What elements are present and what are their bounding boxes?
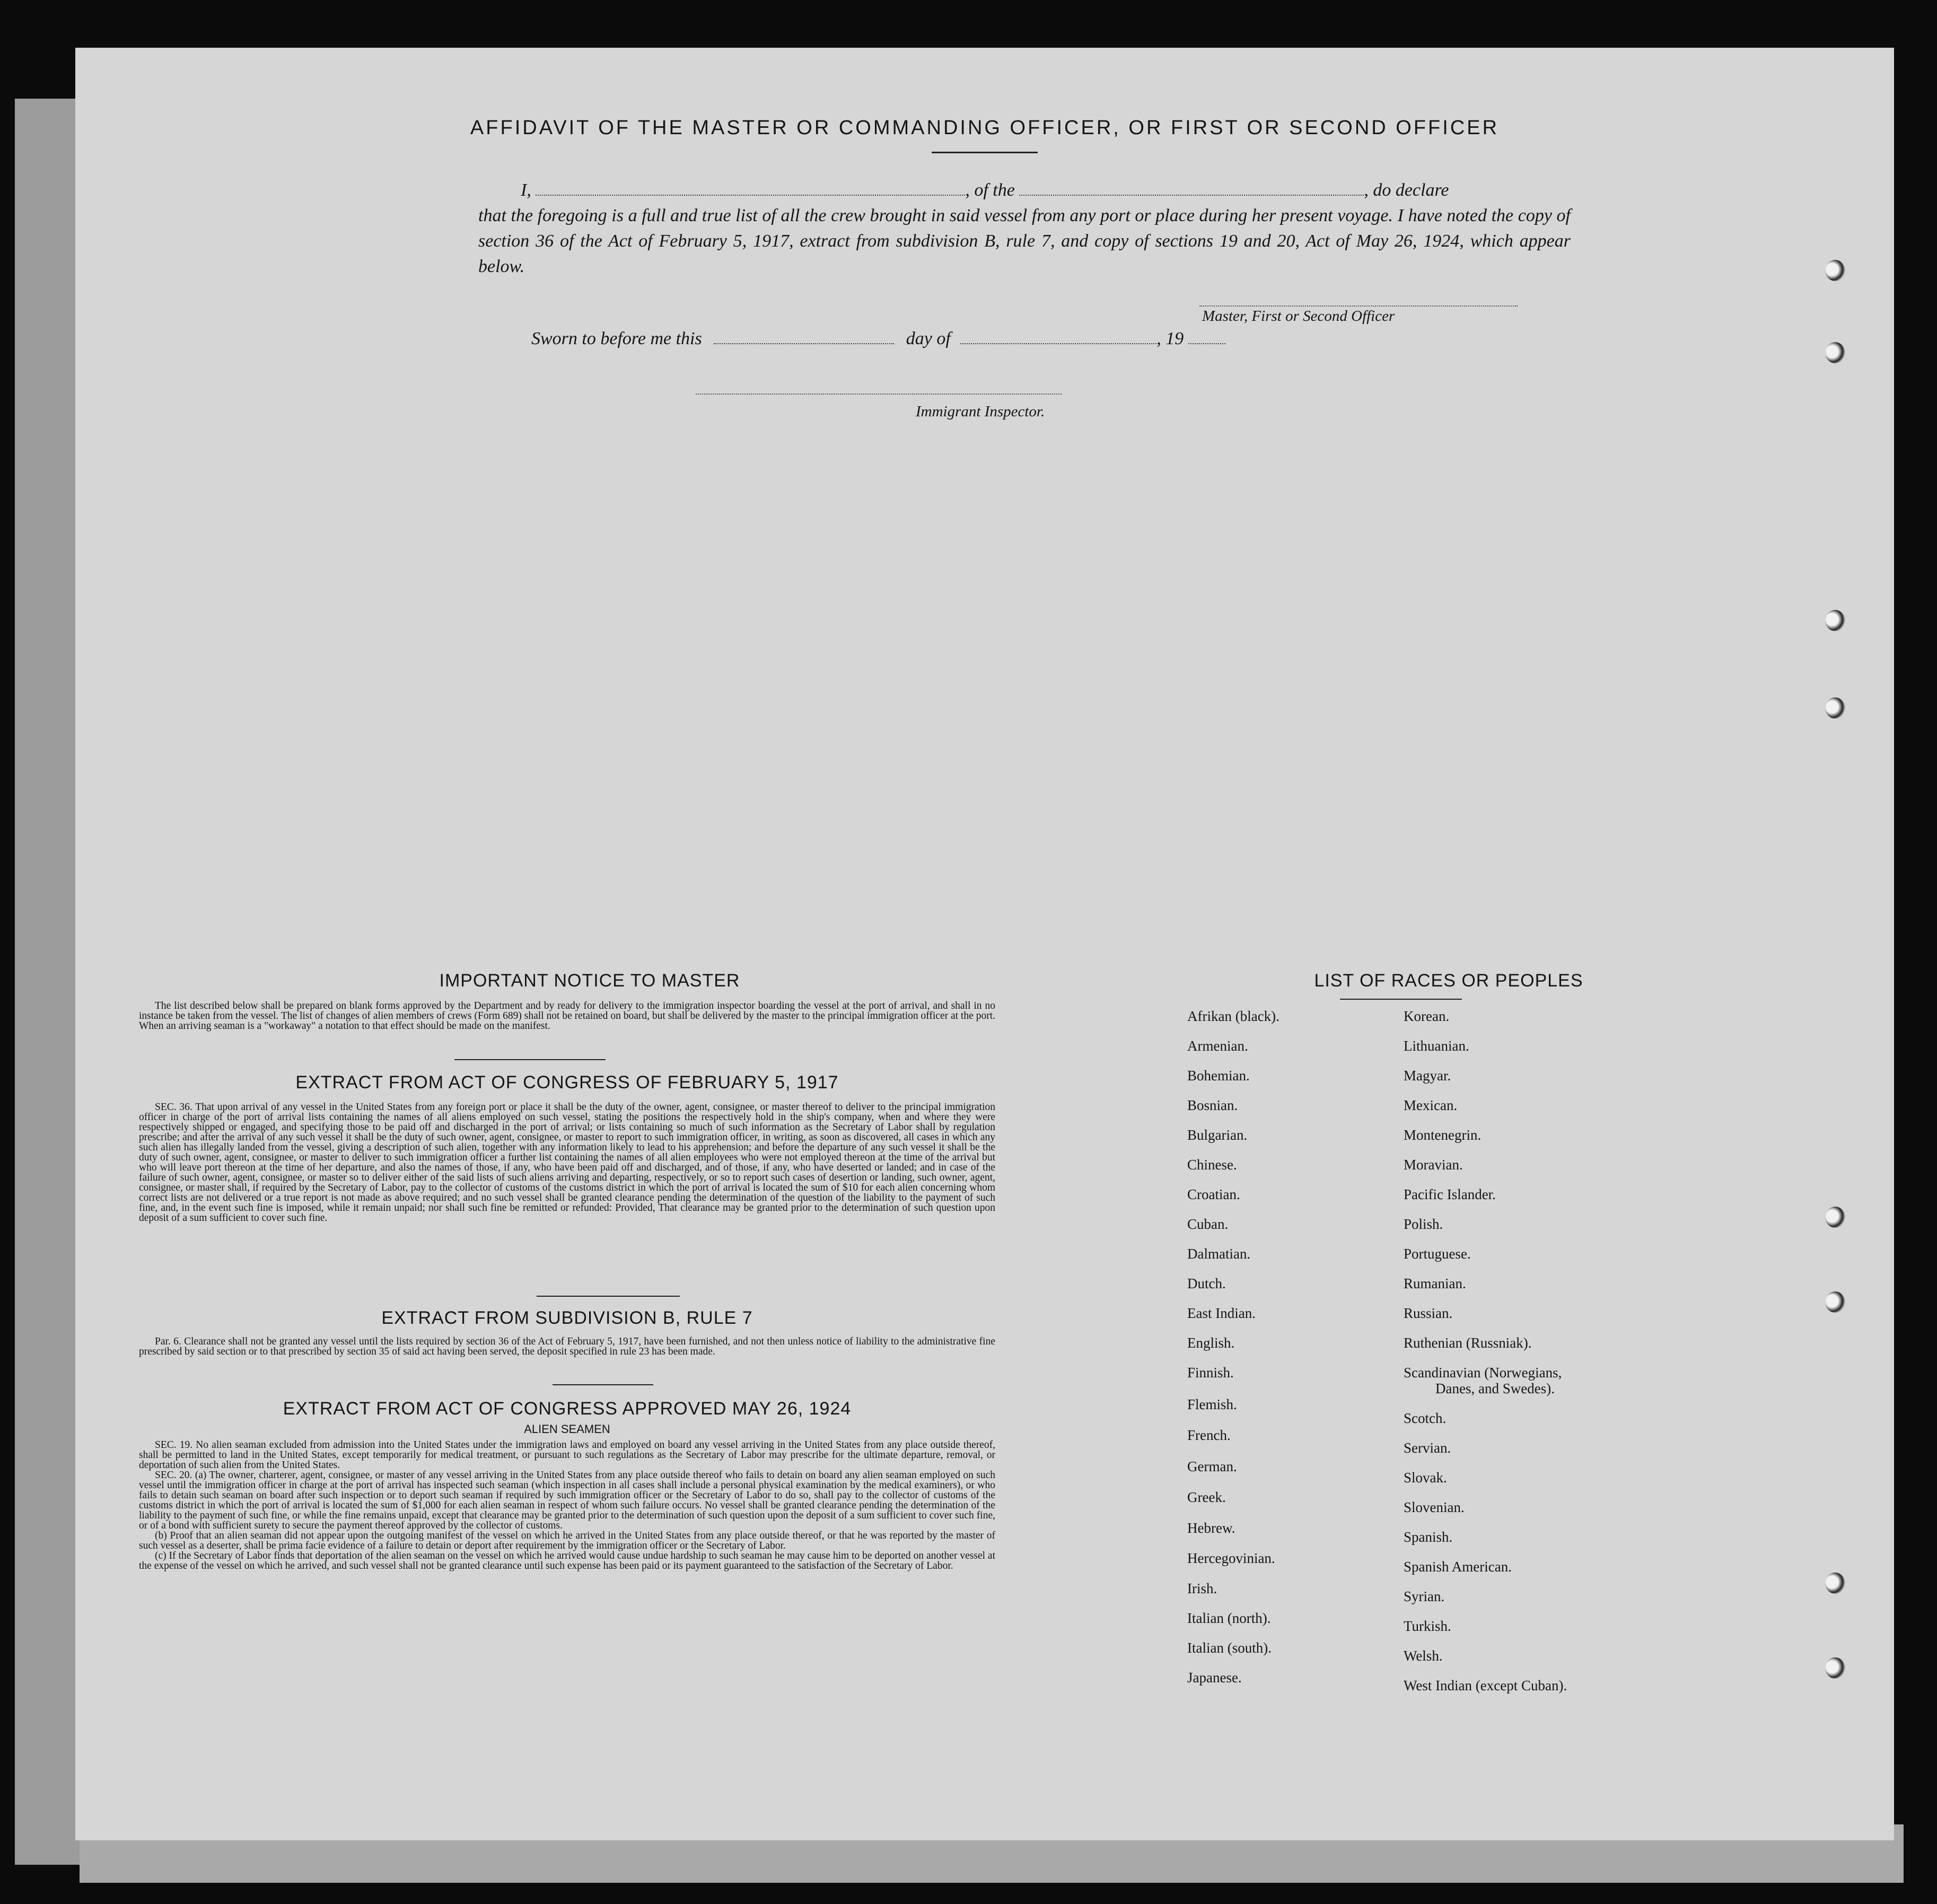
declaration-of-the: , of the bbox=[965, 180, 1015, 200]
race-item: Greek. bbox=[1187, 1489, 1226, 1505]
race-item: English. bbox=[1187, 1335, 1235, 1351]
race-item: Danes, and Swedes). bbox=[1435, 1381, 1555, 1396]
race-item: Afrikan (black). bbox=[1187, 1008, 1279, 1024]
race-item: Croatian. bbox=[1187, 1186, 1240, 1202]
name-blank[interactable] bbox=[536, 181, 965, 196]
day-blank[interactable] bbox=[714, 329, 894, 344]
month-blank[interactable] bbox=[960, 329, 1156, 344]
sec-19-text: SEC. 19. No alien seaman excluded from admission into the United States under the immigration laws and employed on board any vessel arriving in the United States from any place outside thereof, shall be permitted to land in the United States, except temporarily for medical treatment, or pursuant to such regulations as the Secretary of Labor may prescribe for the ultimate departure, removal, or deportation of such alien from the United States. bbox=[139, 1439, 995, 1471]
declaration-i: I, bbox=[521, 180, 531, 200]
extract-1924-body bbox=[139, 1440, 995, 1571]
punch-hole bbox=[1825, 610, 1845, 631]
race-item: Turkish. bbox=[1404, 1618, 1451, 1634]
race-item: Flemish. bbox=[1187, 1396, 1237, 1412]
race-item: Dutch. bbox=[1187, 1276, 1226, 1291]
sworn-text: Sworn to before me this bbox=[531, 329, 702, 348]
year-blank[interactable] bbox=[1188, 329, 1225, 344]
sec-20b-text: (b) Proof that an alien seaman did not appear upon the outgoing manifest of the vessel on which he arrived in the United States from any place outside thereof, or that he was reported by the master of such vessel as a deserter, shall be prima facie evidence of a failure to detain or deport after requirement by the immigration officer or the Secretary of Labor. bbox=[139, 1530, 995, 1551]
extract-1924-heading: EXTRACT FROM ACT OF CONGRESS APPROVED MAY 26, 1924 bbox=[283, 1399, 852, 1419]
race-item: Servian. bbox=[1404, 1440, 1451, 1456]
notice-text: The list described below shall be prepared on blank forms approved by the Department and by ready for delivery to the immigration inspector boarding the vessel at the port of arrival, and shall in no instance be taken from the vessel. The list of changes of alien members of crews (Form 689) shall not be retained on board, but shall be delivered by the master to the principal immigration officer at the port. When an arriving seaman is a "workaway" a notation to that effect should be made on the manifest. bbox=[139, 1000, 995, 1032]
declaration-text: that the foregoing is a full and true list of all the crew brought in said vessel from any port or place during her present voyage. I have noted the copy of section 36 of the Act of February 5, 1917, extract from subdivision B, rule 7, and copy of sections 19 and 20, Act of May 26, 1924, which appear below. bbox=[478, 206, 1571, 276]
race-item: Hercegovinian. bbox=[1187, 1550, 1275, 1566]
divider bbox=[553, 1384, 653, 1385]
punch-hole bbox=[1825, 1291, 1845, 1313]
document-sheet bbox=[75, 48, 1894, 1840]
race-item: French. bbox=[1187, 1427, 1231, 1443]
race-item: Montenegrin. bbox=[1404, 1127, 1482, 1143]
race-item: Spanish American. bbox=[1404, 1559, 1512, 1575]
race-item: Pacific Islander. bbox=[1404, 1186, 1496, 1202]
inspector-signature-line[interactable] bbox=[696, 394, 1062, 395]
affidavit-declaration bbox=[478, 178, 1571, 280]
races-heading: LIST OF RACES OR PEOPLES bbox=[1314, 971, 1583, 991]
race-item: Cuban. bbox=[1187, 1216, 1229, 1232]
race-item: Irish. bbox=[1187, 1580, 1217, 1596]
year-prefix: , 19 bbox=[1156, 329, 1184, 348]
race-item: Chinese. bbox=[1187, 1157, 1237, 1173]
race-item: German. bbox=[1187, 1458, 1237, 1474]
race-item: Spanish. bbox=[1404, 1529, 1453, 1545]
extract-rule7-heading: EXTRACT FROM SUBDIVISION B, RULE 7 bbox=[381, 1308, 753, 1328]
divider bbox=[454, 1059, 606, 1060]
extract-1917-heading: EXTRACT FROM ACT OF CONGRESS OF FEBRUARY 5, 1917 bbox=[295, 1072, 839, 1093]
race-item: Hebrew. bbox=[1187, 1520, 1235, 1536]
race-item: Polish. bbox=[1404, 1216, 1443, 1232]
punch-hole bbox=[1825, 1573, 1845, 1594]
signature-line[interactable] bbox=[1199, 305, 1518, 307]
race-item: Russian. bbox=[1404, 1305, 1453, 1321]
races-column-1 bbox=[1187, 1009, 1279, 1700]
declaration-do-declare: , do declare bbox=[1364, 180, 1449, 200]
race-item: Mexican. bbox=[1404, 1097, 1458, 1113]
underlying-page-edge bbox=[15, 99, 84, 1865]
race-item: Bohemian. bbox=[1187, 1068, 1250, 1084]
affidavit-title: AFFIDAVIT OF THE MASTER OR COMMANDING OFFICER, OR FIRST OR SECOND OFFICER bbox=[470, 117, 1500, 139]
race-item: West Indian (except Cuban). bbox=[1404, 1678, 1567, 1693]
race-item: Welsh. bbox=[1404, 1648, 1443, 1664]
sec-20a-text: SEC. 20. (a) The owner, charterer, agent, consignee, or master of any vessel arriving in the United States from any place outside thereof who fails to detain on board any alien seaman employed on such vessel until the immigration officer in charge at the port of arrival has inspected such seaman (which inspection in all cases shall include a personal physical examination by the medical examiners), or who fails to detain such seaman on board after such inspection or to deport such seaman if required by such immigration officer or the Secretary of Labor to do so, shall pay to the collector of customs of the customs district in which the port of arrival is located the sum of $1,000 for each alien seaman in respect of whom such failure occurs. No vessel shall be granted clearance pending the determination of the liability to the payment of such fine, or while the fine remains unpaid, except that clearance may be granted prior to the determination of such question upon the deposit of a sum sufficient to cover such fine, or of a bond with sufficient surety to secure the payment thereof approved by the collector of customs. bbox=[139, 1470, 995, 1531]
race-item: Slovenian. bbox=[1404, 1499, 1465, 1515]
punch-hole bbox=[1825, 697, 1845, 719]
race-item: Italian (north). bbox=[1187, 1610, 1271, 1626]
extract-1924-subheading: ALIEN SEAMEN bbox=[524, 1422, 610, 1436]
race-item: Syrian. bbox=[1404, 1588, 1445, 1604]
bleed-through-text bbox=[765, 430, 773, 446]
race-item: Korean. bbox=[1404, 1008, 1450, 1024]
divider bbox=[537, 1296, 680, 1297]
race-item: Portuguese. bbox=[1404, 1246, 1471, 1262]
signature-caption: Master, First or Second Officer bbox=[1202, 308, 1395, 325]
vessel-blank[interactable] bbox=[1019, 181, 1364, 196]
race-item: Bosnian. bbox=[1187, 1097, 1238, 1113]
race-item: Japanese. bbox=[1187, 1670, 1242, 1685]
race-item: Finnish. bbox=[1187, 1365, 1234, 1381]
race-item: Scotch. bbox=[1404, 1410, 1447, 1426]
race-item: Magyar. bbox=[1404, 1068, 1451, 1084]
race-item: Dalmatian. bbox=[1187, 1246, 1251, 1262]
race-item: Slovak. bbox=[1404, 1470, 1447, 1486]
divider bbox=[1340, 999, 1462, 1000]
race-item: Rumanian. bbox=[1404, 1276, 1466, 1291]
race-item: Bulgarian. bbox=[1187, 1127, 1248, 1143]
day-of-text: day of bbox=[906, 329, 951, 348]
extract-rule7-text: Par. 6. Clearance shall not be granted any vessel until the lists required by section 36 of the Act of February 5, 1917, have been furnished, and not then unless notice of liability to the administrative fine prescribed by said section or to that prescribed by section 35 of said act having been served, the deposit specified in rule 23 has been made. bbox=[139, 1336, 995, 1357]
race-item: Scandinavian (Norwegians, bbox=[1404, 1365, 1562, 1381]
inspector-caption: Immigrant Inspector. bbox=[916, 403, 1045, 420]
notice-heading: IMPORTANT NOTICE TO MASTER bbox=[439, 971, 740, 991]
race-item: Moravian. bbox=[1404, 1157, 1463, 1173]
sec-20c-text: (c) If the Secretary of Labor finds that deportation of the alien seaman on the vessel on which he arrived would cause undue hardship to such seaman he may cause him to be deported on another vessel at the expense of the vessel on which he arrived, and such vessel shall not be granted clearance until such expense has been paid or its payment guaranteed to the satisfaction of the Secretary of Labor. bbox=[139, 1550, 995, 1571]
punch-hole bbox=[1825, 1207, 1845, 1228]
title-underline bbox=[932, 152, 1038, 153]
sworn-line bbox=[531, 329, 1225, 349]
race-item: Armenian. bbox=[1187, 1038, 1248, 1054]
punch-hole bbox=[1825, 260, 1845, 281]
race-item: Ruthenian (Russniak). bbox=[1404, 1335, 1532, 1351]
race-item: Lithuanian. bbox=[1404, 1038, 1469, 1054]
extract-1917-text: SEC. 36. That upon arrival of any vessel in the United States from any foreign port or place it shall be the duty of the owner, agent, consignee, or master thereof to deliver to the principal immigration officer in charge of the port of arrival lists containing the names of all aliens employed on such vessel, stating the positions the respectively hold in the ship's company, when and where they were respectively shipped or engaged, and specifying those to be paid off and discharged in the port of arrival; or lists containing so much of such information as the Secretary of Labor shall by regulation prescribe; and after the arrival of any such vessel it shall be the duty of such owner, agent, consignee, or master to report to such immigration officer, in writing, as soon as discovered, all cases in which any such alien has illegally landed from the vessel, giving a description of such alien, together with any information likely to lead to his apprehension; and before the departure of any such vessel it shall be the duty of such owner, agent, consignee, or master to deliver to such immigration officer a further list containing the names of all alien employees who were not employed thereon at the time of the arrival but who will leave port thereon at the time of her departure, and also the names of those, if any, who have been paid off and discharged, and of those, if any, who have deserted or landed; and in case of the failure of such owner, agent, consignee, or master so to deliver either of the said lists of such aliens arriving and departing, respectively, or so to report such cases of desertion or landing, such owner, agent, consignee, or master shall, if required by the Secretary of Labor, pay to the collector of customs of the customs district in which the port of arrival is located the sum of $10 for each alien concerning whom correct lists are not delivered or a true report is not made as above required; and no such vessel shall be granted clearance pending the determination of the question of the liability to the payment of such fine, and, in the event such fine is imposed, while it remain unpaid; nor shall such fine be remitted or refunded: Provided, That clearance may be granted prior to the determination of such question upon deposit of a sum sufficient to cover such fine. bbox=[139, 1102, 995, 1224]
punch-hole bbox=[1825, 342, 1845, 363]
race-item: East Indian. bbox=[1187, 1305, 1256, 1321]
race-item: Italian (south). bbox=[1187, 1640, 1272, 1656]
races-column-2 bbox=[1404, 1009, 1567, 1708]
punch-hole bbox=[1825, 1657, 1845, 1679]
